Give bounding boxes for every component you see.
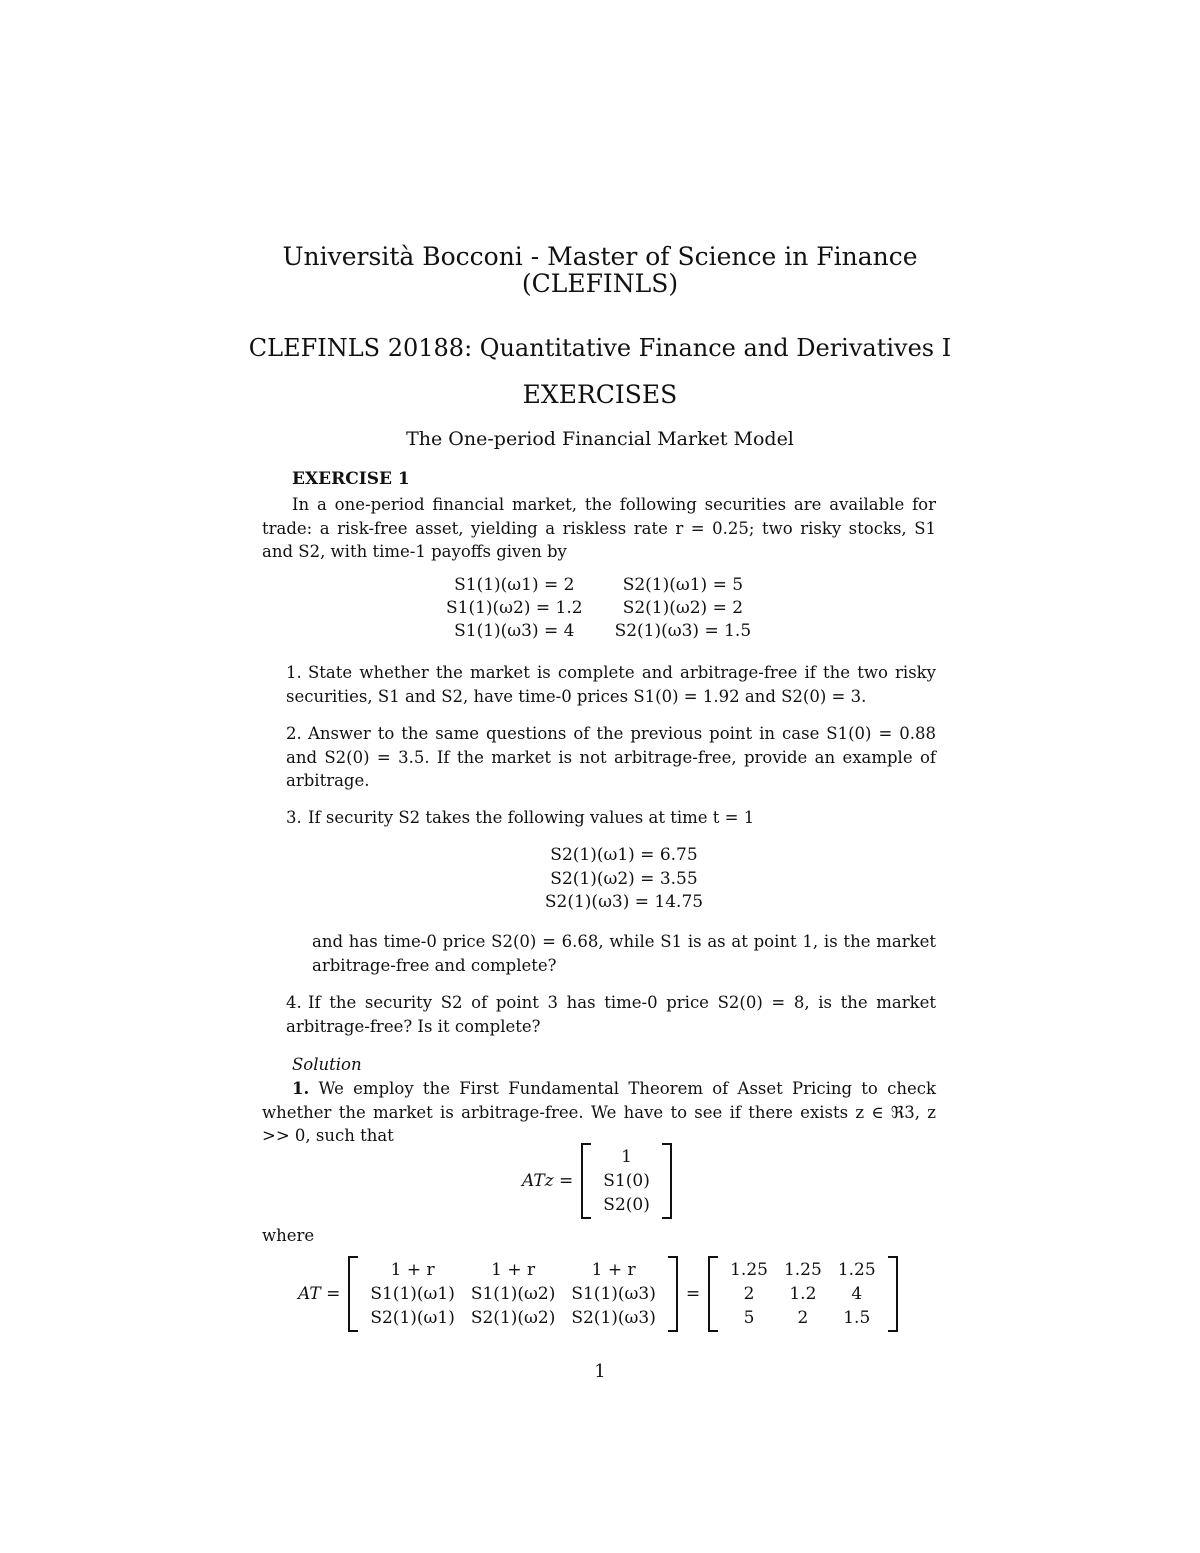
topic-subtitle: The One-period Financial Market Model: [406, 428, 794, 450]
matrix-cell: 1.5: [843, 1308, 871, 1328]
item-1-number: 1.: [286, 663, 302, 682]
payoff-cell: S2(1)(ω1) = 5: [622, 575, 744, 595]
payoff-cell: S2(1)(ω3) = 1.5: [614, 621, 752, 641]
matrix-cell: 2: [743, 1284, 755, 1304]
equals-sign: =: [685, 1284, 701, 1304]
item-3-continuation: and has time-0 price S2(0) = 6.68, while S1 is as at point 1, is the market arbitrage-free and complete?: [312, 932, 936, 975]
solution-text: We employ the First Fundamental Theorem of Asset Pricing to check whether the market is arbitrage-free. We have to see if there exists z ∈ ℜ3, z >> 0, such that: [262, 1079, 937, 1145]
equation-2-lhs: AT =: [298, 1284, 341, 1304]
item-2: [286, 722, 936, 793]
matrix-cell: S2(1)(ω2): [470, 1308, 556, 1328]
title-line-2: (CLEFINLS): [521, 269, 679, 298]
item-3-values: [0, 844, 1200, 915]
page-number: 1: [594, 1361, 606, 1382]
matrix-cell: S1(1)(ω3): [571, 1284, 656, 1304]
item-1-text: State whether the market is complete and arbitrage-free if the two risky securities, S1 and S2, have time-0 prices S1(0) = 1.92 and S2(0) = 3.: [286, 663, 936, 706]
payoff-cell: S1(1)(ω3) = 4: [454, 621, 575, 641]
payoff-cell: S1(1)(ω2) = 1.2: [446, 598, 583, 618]
payoff-cell: S2(1)(ω2) = 2: [622, 598, 744, 618]
university-title: [0, 243, 1200, 297]
item-3-number: 3.: [286, 808, 302, 827]
matrix-cell: 1.25: [837, 1260, 876, 1280]
solution-label: Solution: [292, 1055, 362, 1074]
exercise-intro: In a one-period financial market, the following securities are available for trade: a risk-free asset, yielding a riskless rate r = 0.25; two risky stocks, S1 and S2, with time-1 payoffs given by: [262, 495, 936, 561]
equation-1: [522, 1143, 672, 1219]
item-1: [286, 661, 936, 708]
vector-entry: S1(0): [603, 1171, 650, 1191]
item-3: [286, 806, 936, 830]
matrix-cell: 5: [743, 1308, 755, 1328]
course-title: CLEFINLS 20188: Quantitative Finance and Derivatives I: [248, 334, 952, 362]
matrix-cell: S2(1)(ω1): [370, 1308, 455, 1328]
equation-1-lhs: ATz =: [522, 1171, 574, 1191]
matrix-cell: 1.25: [783, 1260, 822, 1280]
item-3-text: If security S2 takes the following values at time t = 1: [308, 808, 755, 827]
solution-paragraph-1: [262, 1077, 936, 1148]
vector-entry: S2(0): [603, 1195, 650, 1215]
exercise-heading: EXERCISE 1: [292, 469, 410, 489]
item-4-text: If the security S2 of point 3 has time-0 price S2(0) = 8, is the market arbitrage-free? Is it complete?: [286, 993, 936, 1036]
item-4: [286, 991, 936, 1038]
matrix-cell: 1 + r: [591, 1260, 636, 1280]
title-line-1: Università Bocconi - Master of Science in Finance: [282, 242, 918, 271]
matrix-cell: S1(1)(ω2): [470, 1284, 556, 1304]
symbolic-matrix: [348, 1256, 678, 1332]
matrix-cell: 4: [851, 1284, 863, 1304]
item-4-number: 4.: [286, 993, 302, 1012]
item-2-number: 2.: [286, 724, 302, 743]
matrix-cell: 1 + r: [491, 1260, 536, 1280]
payoff-table: [440, 574, 757, 643]
equation-1-vector: [581, 1143, 672, 1219]
item-2-text: Answer to the same questions of the previous point in case S1(0) = 0.88 and S2(0) = 3.5. If the market is not arbitrage-free, provide an example of arbitrage.: [286, 724, 936, 790]
solution-number: 1.: [292, 1079, 310, 1098]
item-3-value-2: S2(1)(ω2) = 3.55: [550, 868, 698, 889]
matrix-cell: 1 + r: [390, 1260, 435, 1280]
matrix-cell: S2(1)(ω3): [571, 1308, 656, 1328]
matrix-cell: 1.2: [789, 1284, 817, 1304]
matrix-cell: 2: [797, 1308, 809, 1328]
item-3-value-1: S2(1)(ω1) = 6.75: [550, 845, 698, 865]
numeric-matrix: [708, 1256, 898, 1332]
payoff-cell: S1(1)(ω1) = 2: [454, 575, 575, 595]
matrix-cell: S1(1)(ω1): [370, 1284, 455, 1304]
section-heading: EXERCISES: [522, 380, 678, 409]
equation-2: [298, 1256, 898, 1332]
vector-entry: 1: [621, 1147, 632, 1167]
matrix-cell: 1.25: [730, 1260, 768, 1280]
where-label: where: [262, 1226, 315, 1245]
item-3-value-3: S2(1)(ω3) = 14.75: [544, 892, 704, 912]
